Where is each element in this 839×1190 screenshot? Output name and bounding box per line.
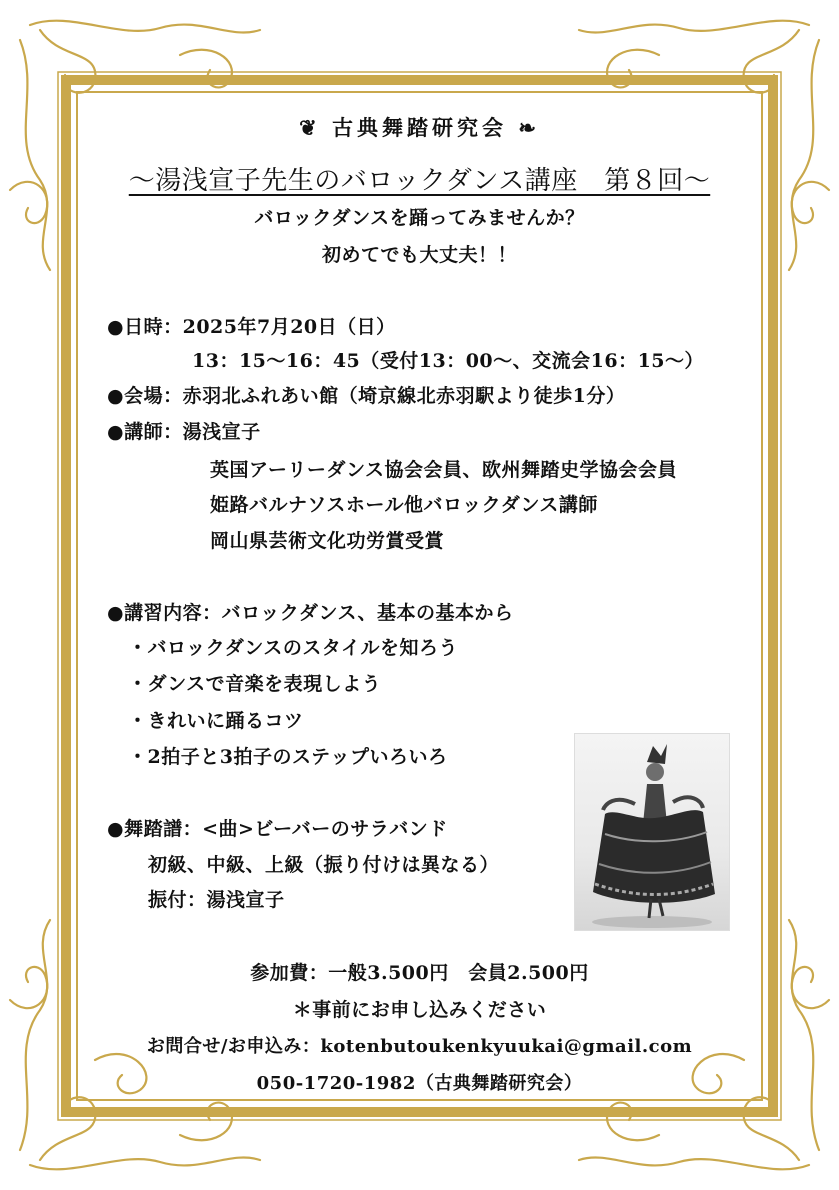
content-item: ・きれいに踊るコツ — [128, 710, 304, 732]
content-row — [107, 598, 514, 625]
instructor-label: ●講師： — [107, 421, 183, 443]
score-label: ●舞踏譜： — [107, 818, 203, 840]
baroque-dancer-image — [574, 733, 730, 931]
subtitle-line-2: 初めてでも大丈夫！！ — [321, 244, 517, 266]
content-item: ・ダンスで音楽を表現しよう — [128, 673, 382, 695]
datetime-date: 2025年7月20日（日） — [182, 316, 396, 338]
content-item: ・バロックダンスのスタイルを知ろう — [128, 637, 458, 659]
subtitle-line-1: バロックダンスを踊ってみませんか？ — [254, 207, 585, 229]
score-row — [107, 814, 448, 841]
page-title: ～湯浅宣子先生のバロックダンス講座 第８回～ — [128, 166, 711, 196]
organization-heading — [0, 112, 839, 142]
ornament-left-icon: ❦ — [299, 115, 321, 140]
venue-label: ●会場： — [107, 385, 183, 407]
datetime-row — [107, 312, 396, 339]
venue-value: 赤羽北ふれあい館（埼京線北赤羽駅より徒歩1分） — [182, 385, 626, 407]
ornament-right-icon: ❧ — [518, 115, 540, 140]
content-label: ●講習内容： — [107, 602, 222, 624]
contact-email[interactable]: お問合せ/お申込み：kotenbutoukenkyuukai@gmail.com — [146, 1036, 693, 1057]
score-value: <曲>ビーバーのサラバンド — [202, 818, 448, 840]
instructor-row — [107, 417, 261, 444]
registration-note: ＊事前にお申し込みください — [292, 999, 547, 1021]
score-choreography: 振付：湯浅宣子 — [148, 889, 285, 911]
instructor-name: 湯浅宣子 — [182, 421, 261, 443]
instructor-credential: 英国アーリーダンス協会会員、欧州舞踏史学協会会員 — [210, 459, 678, 481]
venue-row — [107, 381, 625, 408]
content-item: ・2拍子と3拍子のステップいろいろ — [128, 746, 448, 768]
contact-phone[interactable]: 050-1720-1982（古典舞踏研究会） — [256, 1073, 583, 1094]
datetime-label: ●日時： — [107, 316, 183, 338]
fee-text: 参加費：一般3.500円 会員2.500円 — [250, 962, 589, 984]
score-levels: 初級、中級、上級（振り付けは異なる） — [148, 854, 500, 876]
instructor-credential: 姫路バルナソスホール他バロックダンス講師 — [210, 494, 598, 516]
organization-name: 古典舞踏研究会 — [332, 115, 507, 140]
datetime-time: 13：15～16：45（受付13：00～、交流会16：15～） — [192, 350, 705, 372]
instructor-credential: 岡山県芸術文化功労賞受賞 — [210, 530, 445, 552]
content-value: バロックダンス、基本の基本から — [221, 602, 514, 624]
